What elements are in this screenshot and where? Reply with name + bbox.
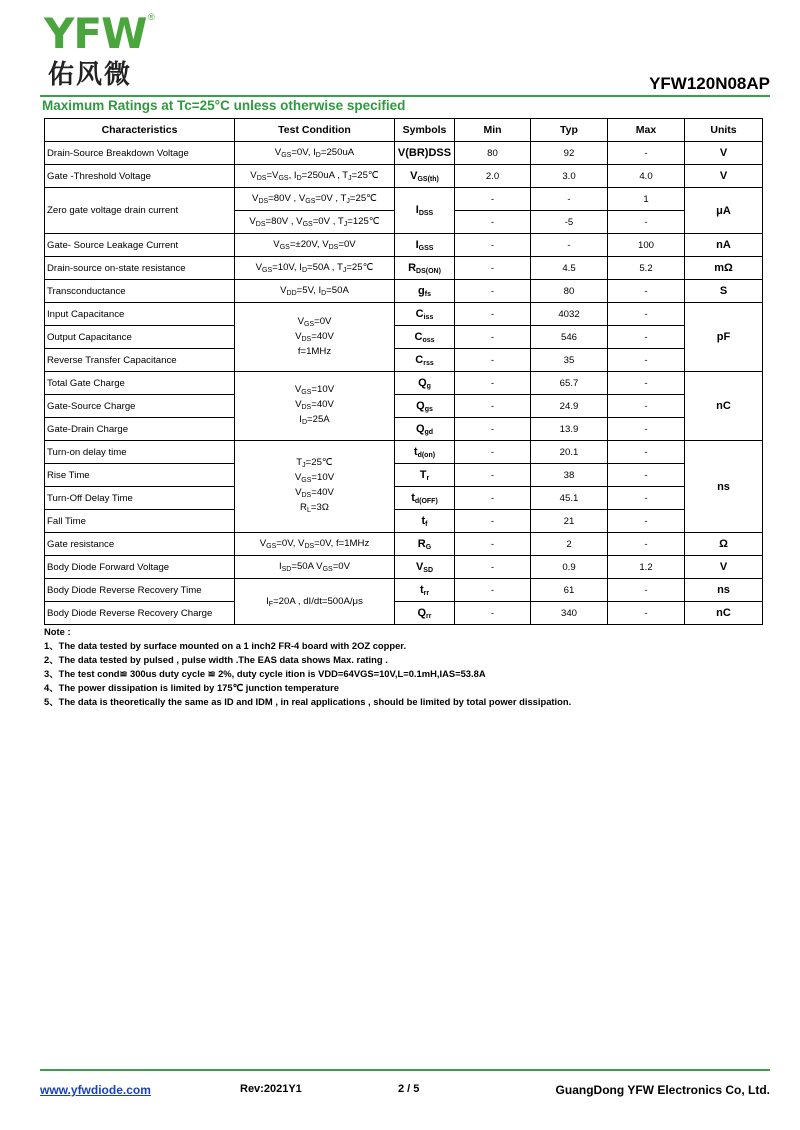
typ-cell: 546 bbox=[531, 326, 608, 349]
characteristic-cell: Body Diode Forward Voltage bbox=[45, 556, 235, 579]
unit-cell: nC bbox=[685, 372, 763, 441]
min-cell: - bbox=[455, 464, 531, 487]
min-cell: - bbox=[455, 441, 531, 464]
table-header-row bbox=[45, 119, 763, 142]
min-cell: - bbox=[455, 234, 531, 257]
table-row bbox=[45, 395, 763, 418]
typ-cell: 340 bbox=[531, 602, 608, 625]
column-header: Characteristics bbox=[45, 119, 235, 142]
max-cell: - bbox=[608, 326, 685, 349]
characteristic-cell: Drain-source on-state resistance bbox=[45, 257, 235, 280]
max-cell: 100 bbox=[608, 234, 685, 257]
unit-cell: Ω bbox=[685, 533, 763, 556]
table-row bbox=[45, 280, 763, 303]
typ-cell: 4032 bbox=[531, 303, 608, 326]
typ-cell: 92 bbox=[531, 142, 608, 165]
table-row bbox=[45, 418, 763, 441]
unit-cell: nC bbox=[685, 602, 763, 625]
max-cell: - bbox=[608, 533, 685, 556]
symbol-cell: $C_{iss}$ bbox=[395, 303, 455, 326]
max-cell: - bbox=[608, 303, 685, 326]
table-row bbox=[45, 602, 763, 625]
symbol-cell: V(BR)DSS bbox=[395, 142, 455, 165]
max-cell: - bbox=[608, 579, 685, 602]
symbol-cell: $I_{GSS}$ bbox=[395, 234, 455, 257]
symbol-cell: $Q_g$ bbox=[395, 372, 455, 395]
unit-cell: S bbox=[685, 280, 763, 303]
min-cell: - bbox=[455, 579, 531, 602]
symbol-cell: $R_G$ bbox=[395, 533, 455, 556]
condition-cell: $V_{GS}=0V$ $V_{DS}=40V$ f=1MHz bbox=[235, 303, 395, 372]
table-row bbox=[45, 349, 763, 372]
characteristic-cell: Drain-Source Breakdown Voltage bbox=[45, 142, 235, 165]
typ-cell: 13.9 bbox=[531, 418, 608, 441]
logo-letters: YFW bbox=[44, 9, 147, 58]
registered-mark: ® bbox=[148, 12, 155, 22]
typ-cell: 65.7 bbox=[531, 372, 608, 395]
note-item: 5、The data is theoretically the same as ID and IDM , in real applications , should be limited by total power dissipation. bbox=[44, 696, 572, 707]
min-cell: - bbox=[455, 533, 531, 556]
company-logo bbox=[44, 9, 155, 90]
min-cell: - bbox=[455, 395, 531, 418]
unit-cell: pF bbox=[685, 303, 763, 372]
website-link[interactable]: www.yfwdiode.com bbox=[40, 1083, 151, 1097]
condition-cell: $V_{GS}=\pm 20V$, $V_{DS}=0V$ bbox=[235, 234, 395, 257]
condition-cell: $V_{DS}=80V$ , $V_{GS}=0V$ , $T_J=125℃$ bbox=[235, 211, 395, 234]
typ-cell: 20.1 bbox=[531, 441, 608, 464]
page-number: 2 / 5 bbox=[398, 1083, 420, 1095]
max-cell: 5.2 bbox=[608, 257, 685, 280]
condition-cell: $V_{GS}=10V$ $V_{DS}=40V$ $I_D=25A$ bbox=[235, 372, 395, 441]
column-header: Test Condition bbox=[235, 119, 395, 142]
characteristic-cell: Turn-on delay time bbox=[45, 441, 235, 464]
typ-cell: 80 bbox=[531, 280, 608, 303]
unit-cell: V bbox=[685, 142, 763, 165]
unit-cell: ns bbox=[685, 441, 763, 533]
characteristic-cell: Gate-Source Charge bbox=[45, 395, 235, 418]
note-item: 1、The data tested by surface mounted on a 1 inch2 FR-4 board with 2OZ copper. bbox=[44, 640, 407, 651]
company-name: GuangDong YFW Electronics Co, Ltd. bbox=[555, 1083, 770, 1097]
ratings-table bbox=[44, 118, 763, 625]
symbol-cell: $t_{rr}$ bbox=[395, 579, 455, 602]
typ-cell: 3.0 bbox=[531, 165, 608, 188]
characteristic-cell: Gate resistance bbox=[45, 533, 235, 556]
table-row bbox=[45, 556, 763, 579]
characteristic-cell: Reverse Transfer Capacitance bbox=[45, 349, 235, 372]
table-row bbox=[45, 533, 763, 556]
section-title: Maximum Ratings at Tc=25°C unless otherwise specified bbox=[42, 98, 406, 113]
max-cell: - bbox=[608, 142, 685, 165]
min-cell: - bbox=[455, 257, 531, 280]
max-cell: - bbox=[608, 487, 685, 510]
characteristic-cell: Body Diode Reverse Recovery Charge bbox=[45, 602, 235, 625]
typ-cell: 61 bbox=[531, 579, 608, 602]
table-row bbox=[45, 303, 763, 326]
unit-cell: μA bbox=[685, 188, 763, 234]
max-cell: 4.0 bbox=[608, 165, 685, 188]
characteristic-cell: Rise Time bbox=[45, 464, 235, 487]
min-cell: - bbox=[455, 372, 531, 395]
header-divider bbox=[40, 95, 770, 97]
symbol-cell: $Q_{rr}$ bbox=[395, 602, 455, 625]
min-cell: - bbox=[455, 556, 531, 579]
min-cell: - bbox=[455, 211, 531, 234]
table-row bbox=[45, 326, 763, 349]
table-row bbox=[45, 142, 763, 165]
min-cell: - bbox=[455, 188, 531, 211]
condition-cell: $V_{GS}=0V$, $V_{DS}=0V$, f=1MHz bbox=[235, 533, 395, 556]
symbol-cell: $R_{DS(ON)}$ bbox=[395, 257, 455, 280]
symbol-cell: $g_{fs}$ bbox=[395, 280, 455, 303]
min-cell: - bbox=[455, 602, 531, 625]
condition-cell: $V_{GS}=0V$, $I_D=250uA$ bbox=[235, 142, 395, 165]
notes-section bbox=[44, 625, 571, 709]
notes-title: Note : bbox=[44, 626, 71, 637]
typ-cell: - bbox=[531, 234, 608, 257]
unit-cell: mΩ bbox=[685, 257, 763, 280]
characteristic-cell: Body Diode Reverse Recovery Time bbox=[45, 579, 235, 602]
min-cell: 80 bbox=[455, 142, 531, 165]
symbol-cell: $C_{rss}$ bbox=[395, 349, 455, 372]
note-item: 3、The test cond≌ 300us duty cycle ≌ 2%, duty cycle ition is VDD=64VGS=10V,L=0.1mH,IAS=53.8A bbox=[44, 668, 486, 679]
symbol-cell: $t_{d(on)}$ bbox=[395, 441, 455, 464]
min-cell: - bbox=[455, 510, 531, 533]
part-number: YFW120N08AP bbox=[649, 74, 770, 93]
symbol-cell: $Q_{gd}$ bbox=[395, 418, 455, 441]
unit-cell: V bbox=[685, 556, 763, 579]
condition-cell: $V_{DD}=5V$, $I_D=50A$ bbox=[235, 280, 395, 303]
typ-cell: 35 bbox=[531, 349, 608, 372]
max-cell: - bbox=[608, 441, 685, 464]
symbol-cell: $V_{GS(th)}$ bbox=[395, 165, 455, 188]
table-row bbox=[45, 441, 763, 464]
max-cell: - bbox=[608, 349, 685, 372]
min-cell: - bbox=[455, 326, 531, 349]
characteristic-cell: Input Capacitance bbox=[45, 303, 235, 326]
characteristic-cell: Fall Time bbox=[45, 510, 235, 533]
typ-cell: 0.9 bbox=[531, 556, 608, 579]
max-cell: - bbox=[608, 211, 685, 234]
column-header: Typ bbox=[531, 119, 608, 142]
typ-cell: -5 bbox=[531, 211, 608, 234]
condition-cell: $V_{DS}=80V$ , $V_{GS}=0V$ , $T_J=25℃$ bbox=[235, 188, 395, 211]
table-row bbox=[45, 234, 763, 257]
typ-cell: 2 bbox=[531, 533, 608, 556]
max-cell: - bbox=[608, 372, 685, 395]
symbol-cell: $t_{d(OFF)}$ bbox=[395, 487, 455, 510]
min-cell: - bbox=[455, 418, 531, 441]
column-header: Units bbox=[685, 119, 763, 142]
max-cell: - bbox=[608, 395, 685, 418]
characteristic-cell: Gate -Threshold Voltage bbox=[45, 165, 235, 188]
typ-cell: 38 bbox=[531, 464, 608, 487]
revision-label: Rev:2021Y1 bbox=[240, 1083, 302, 1095]
symbol-cell: $V_{SD}$ bbox=[395, 556, 455, 579]
table-row bbox=[45, 579, 763, 602]
note-item: 4、The power dissipation is limited by 175℃ junction temperature bbox=[44, 682, 339, 693]
min-cell: - bbox=[455, 280, 531, 303]
logo-chinese-name: 佑风微 bbox=[48, 60, 133, 90]
characteristic-cell: Output Capacitance bbox=[45, 326, 235, 349]
characteristic-cell: Zero gate voltage drain current bbox=[45, 188, 235, 234]
characteristic-cell: Transconductance bbox=[45, 280, 235, 303]
typ-cell: 21 bbox=[531, 510, 608, 533]
symbol-cell: $T_r$ bbox=[395, 464, 455, 487]
typ-cell: 45.1 bbox=[531, 487, 608, 510]
table-row bbox=[45, 464, 763, 487]
condition-cell: $V_{GS}=10V$, $I_D=50A$ , $T_J=25℃$ bbox=[235, 257, 395, 280]
characteristic-cell: Turn-Off Delay Time bbox=[45, 487, 235, 510]
max-cell: - bbox=[608, 510, 685, 533]
max-cell: 1 bbox=[608, 188, 685, 211]
characteristic-cell: Gate- Source Leakage Current bbox=[45, 234, 235, 257]
condition-cell: $I_{SD}=50A$ $V_{GS}=0V$ bbox=[235, 556, 395, 579]
min-cell: - bbox=[455, 303, 531, 326]
table-row bbox=[45, 487, 763, 510]
condition-cell: $T_J=25℃$ $V_{GS}=10V$ $V_{DS}=40V$ $R_L=3\Omega$ bbox=[235, 441, 395, 533]
min-cell: - bbox=[455, 349, 531, 372]
table-row bbox=[45, 188, 763, 211]
symbol-cell: $C_{oss}$ bbox=[395, 326, 455, 349]
table-row bbox=[45, 165, 763, 188]
unit-cell: V bbox=[685, 165, 763, 188]
note-item: 2、The data tested by pulsed , pulse width .The EAS data shows Max. rating . bbox=[44, 654, 388, 665]
min-cell: - bbox=[455, 487, 531, 510]
max-cell: - bbox=[608, 418, 685, 441]
condition-cell: $V_{DS}=V_{GS}$, $I_D=250uA$ , $T_J=25℃$ bbox=[235, 165, 395, 188]
footer-divider bbox=[40, 1069, 770, 1071]
unit-cell: ns bbox=[685, 579, 763, 602]
symbol-cell: $t_f$ bbox=[395, 510, 455, 533]
condition-cell: $I_F=20A$ , dI/dt=500A/μs bbox=[235, 579, 395, 625]
typ-cell: - bbox=[531, 188, 608, 211]
column-header: Symbols bbox=[395, 119, 455, 142]
typ-cell: 4.5 bbox=[531, 257, 608, 280]
min-cell: 2.0 bbox=[455, 165, 531, 188]
column-header: Max bbox=[608, 119, 685, 142]
table-row bbox=[45, 510, 763, 533]
max-cell: 1.2 bbox=[608, 556, 685, 579]
table-row bbox=[45, 372, 763, 395]
typ-cell: 24.9 bbox=[531, 395, 608, 418]
symbol-cell: $I_{DSS}$ bbox=[395, 188, 455, 234]
characteristic-cell: Gate-Drain Charge bbox=[45, 418, 235, 441]
characteristic-cell: Total Gate Charge bbox=[45, 372, 235, 395]
unit-cell: nA bbox=[685, 234, 763, 257]
table-row bbox=[45, 257, 763, 280]
max-cell: - bbox=[608, 280, 685, 303]
max-cell: - bbox=[608, 464, 685, 487]
column-header: Min bbox=[455, 119, 531, 142]
max-cell: - bbox=[608, 602, 685, 625]
symbol-cell: $Q_{gs}$ bbox=[395, 395, 455, 418]
